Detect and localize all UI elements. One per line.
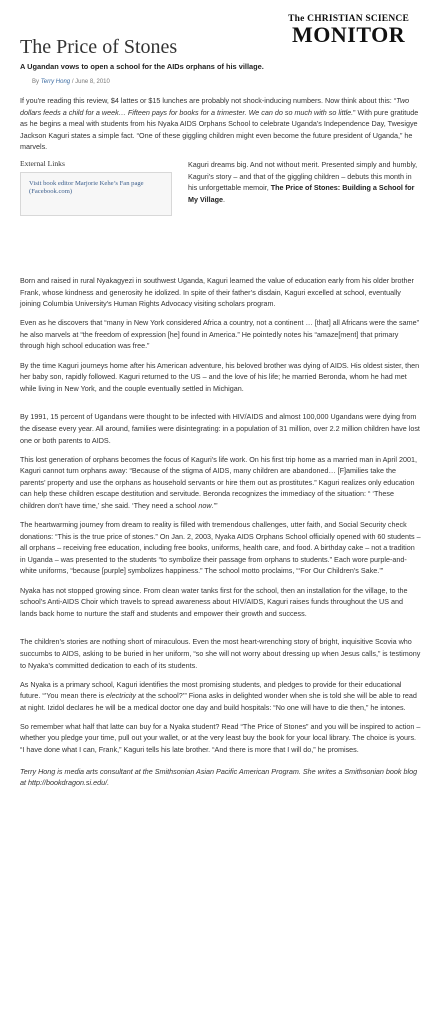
external-link-source[interactable]: (Facebook.com): [29, 188, 73, 196]
p2-text-a: Kaguri dreams big. And not without merit. Presented simply and humbly, Kaguri’s story – and that of the giggling children – debuts this month in his unforgettable memoir,: [188, 159, 418, 193]
p11-text-a: As Nyaka is a primary school, Kaguri identifies the most promising students, and pledges to provide for their educational future. “’You mean there is: [20, 679, 402, 701]
monitor-logo[interactable]: [288, 14, 409, 46]
byline-prefix: By: [32, 79, 40, 85]
paragraph-2: [188, 159, 420, 205]
p1-quote: Two dollars feeds a child for a week… Fifteen pays for books for a trimester. We can do so much with so little.: [20, 96, 410, 117]
p11-electricity: electricity: [106, 691, 137, 701]
byline: [32, 78, 421, 86]
paragraph-8: The heartwarming journey from dream to reality is filled with tremendous challenges, utter faith, and Social Security check donations: “This is the true price of stones.” On Jan. 2, 2003, Nyaka AIDS Orphans School officially opened with 60 students – all orphans – receiving free education, including free books, uniforms, health care, and food. A birthday cake – not a tradition in Uganda – was presented to the students “to symbolize their passage from orphans to students.” Each wore purple-and-white uniforms, “because [purple] symbolizes happiness.” The school motto proclaims, “‘For Our Children’s Sake.’”: [20, 520, 421, 576]
external-links-box: [20, 172, 172, 216]
external-link-text[interactable]: Visit book editor Marjorie Kehe’s Fan page: [29, 179, 144, 187]
paragraph-12: So remember what half that latte can buy for a Nyaka student? Read “The Price of Stones” and you will be inspired to action – whether you pledge your time, pull out your wallet, or at the very least buy the book for your local library. The choice is yours. “I have done what I can, Frank,” Kaguri tells his late brother. “And there is more that I will do,” he promises.: [20, 721, 421, 755]
paragraph-9: Nyaka has not stopped growing since. From clean water tanks first for the school, then an installation for the village, to the school’s Anti-AIDS Choir which travels to spread awareness about HIV/AIDS, Kaguri raises funds throughout the US and lands back home to nurture the staff and students and empower their growth and success.: [20, 585, 408, 618]
logo-line1: The CHRISTIAN SCIENCE: [288, 14, 409, 24]
article-title: The Price of Stones: [20, 36, 178, 58]
p7-now: now: [198, 500, 212, 510]
author-bio: Terry Hong is media arts consultant at the Smithsonian Asian Pacific American Program. She writes a Smithsonian book blog at http://bookdragon.si.edu/.: [20, 766, 418, 788]
paragraph-5: By the time Kaguri journeys home after his American adventure, his beloved brother was dying of AIDS. His oldest sister, then her baby son, rapidly followed. Kaguri returned to the US – and the love of his life; he married Beronda, whom he had met while living in New York, and the couple eventually settled in Michigan.: [20, 360, 420, 393]
external-links-title: External Links: [20, 158, 65, 168]
external-link-fan-page[interactable]: [29, 180, 165, 197]
p1-text-a: If you're reading this review, $4 lattes or $15 lunches are probably not shock-inducing numbers. Now think about this: “: [20, 96, 397, 105]
p11-text-b: at the school?’” Fiona asks in delighted wonder when she is told she will be able to read at night. Izidol declares he will be a medical doctor one day and build hospitals: “No one will have to die then,” he intones.: [20, 691, 417, 712]
paragraph-10: The children’s stories are nothing short of miraculous. Even the most heart-wrenching story of bright, inquisitive Scovia who succumbs to AIDS, asking to be buried in her uniform, “so she will not worry about dressing up when Jesus calls,” is testimony to Nyaka’s committed dedication to each of its students.: [20, 637, 421, 670]
p7-text-a: This lost generation of orphans becomes the focus of Kaguri’s life work. On his first trip home as a married man in April 2001, Kaguri cannot turn orphans away: “Because of the stigma of AIDS, many children are abandoned… [F]amilies take the parents’ property and use the orphans as household servants or hire them out as prostitutes.” Kaguri realizes only education can help these children escape destitution and servitude. Beronda recognizes the immediacy of the situation: “ ‘These children don’t have time,’ she said. ‘They need a school: [20, 454, 417, 510]
paragraph-1: [20, 95, 421, 153]
author-link[interactable]: Terry Hong: [40, 79, 71, 85]
paragraph-3: Born and raised in rural Nyakagyezi in southwest Uganda, Kaguri learned the value of education early from his older brother Frank, whose kindness and generosity he idolized. In spite of their father’s disdain, Kaguri excelled at school, eventually joining Columbia University’s Human Rights Advocacy visiting scholars program.: [20, 275, 414, 309]
logo-line2: MONITOR: [292, 22, 406, 47]
paragraph-6: By 1991, 15 percent of Ugandans were thought to be infected with HIV/AIDS and almost 100,000 Ugandans were dying from the disease every year. All around, families were disintegrating: in a population of 31 million, over 2.2 million children have lost one or both parents to AIDS.: [20, 412, 420, 445]
p7-text-b: .’”: [211, 500, 218, 510]
p1-text-b: ” With pure gratitude as he begins a meal with students from his Nyaka AIDS Orphans School to celebrate Uganda’s Independence Day, Twesigye Jackson Kaguri states a simple fact. “One of these giggling children might even become the future president of Uganda,” he marvels.: [20, 107, 419, 152]
p2-text-b: .: [223, 194, 226, 204]
book-title: The Price of Stones: Building a School for My Village: [188, 183, 415, 204]
paragraph-11: [20, 679, 421, 714]
paragraph-7: [20, 454, 421, 512]
paragraph-4: Even as he discovers that “many in New York considered Africa a country, not a continent … [that] all Africans were the same” he also marvels at “the freedom of expression [he] found in America.” He pointedly notes his “amaze[ment] that primary through high school education was free.”: [20, 318, 419, 351]
header: [20, 0, 421, 62]
article-subhead: A Ugandan vows to open a school for the AIDs orphans of his village.: [20, 62, 264, 71]
external-links-section: [20, 159, 421, 267]
byline-date: / June 8, 2010: [70, 79, 110, 85]
